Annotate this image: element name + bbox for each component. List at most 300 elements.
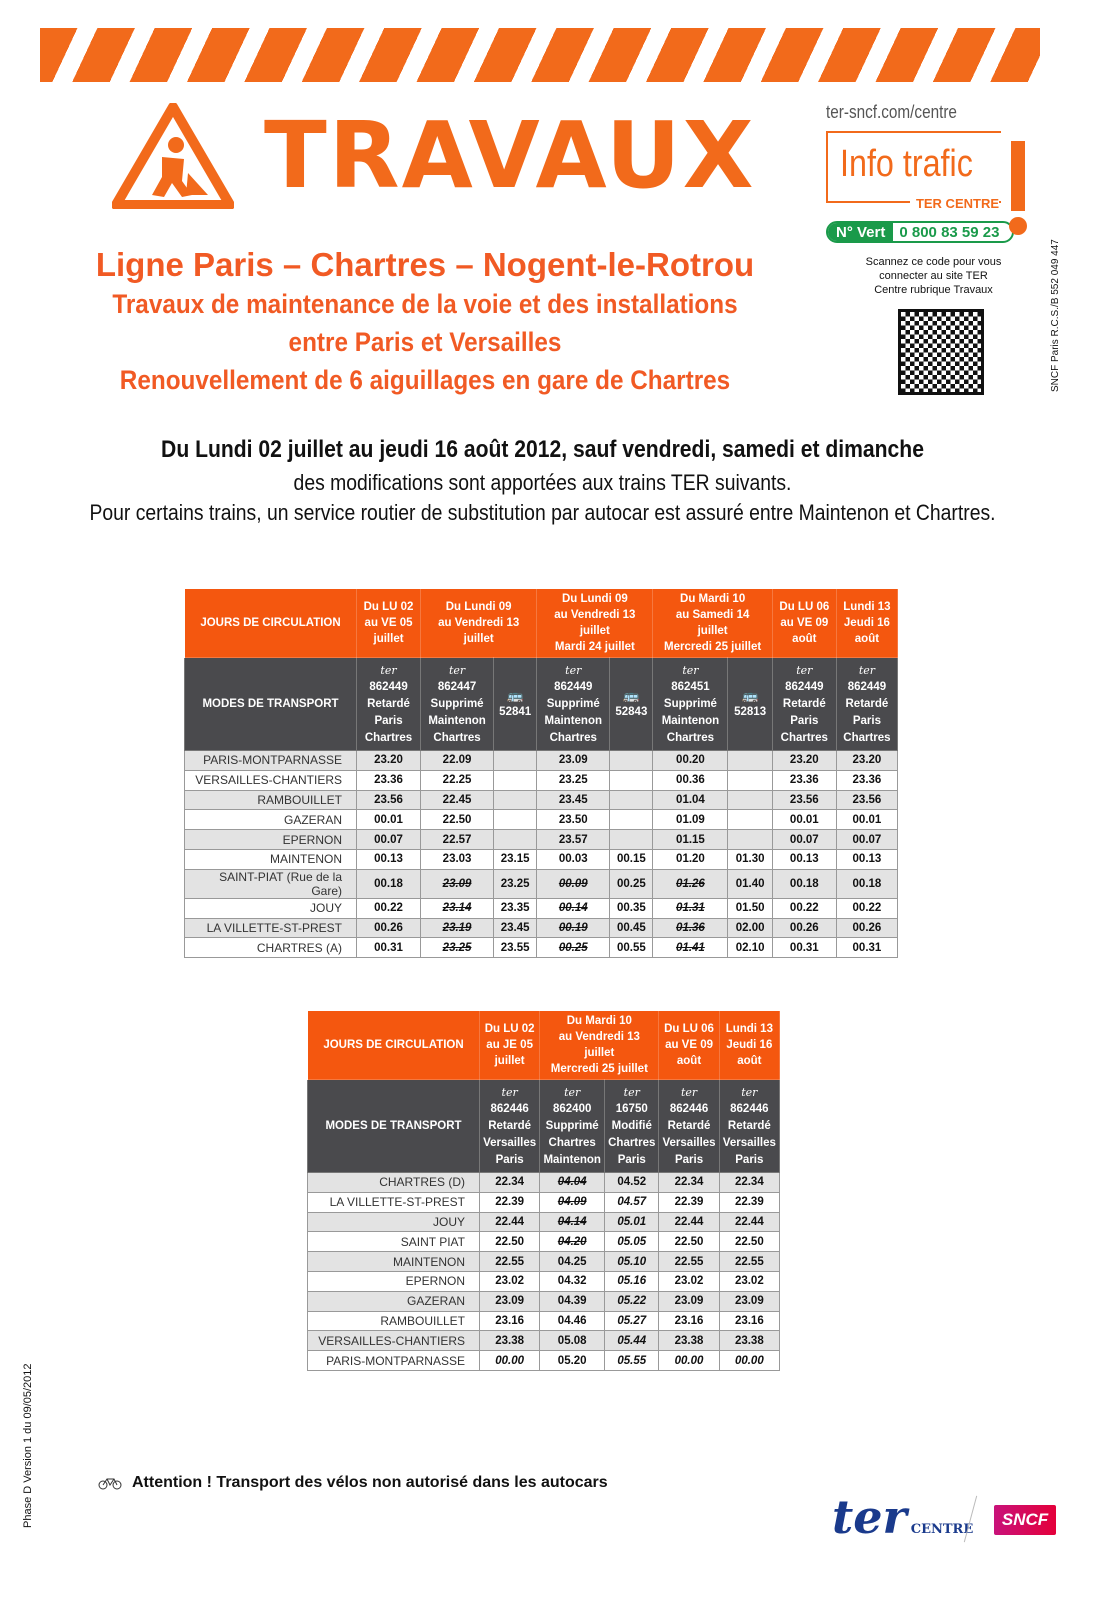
table-row	[308, 1192, 780, 1212]
train-info: Paris	[374, 714, 403, 727]
time-cell: 00.01	[772, 810, 836, 830]
time-cell	[610, 790, 653, 810]
version-info: Phase D Version 1 du 09/05/2012	[22, 1363, 34, 1528]
station-name: LA VILLETTE-ST-PREST	[185, 918, 357, 938]
time-cell: 00.31	[836, 938, 897, 958]
date-note: Pour certains trains, un service routier de substitution par autocar est assuré entre Maintenon et Chartres.	[89, 500, 996, 525]
time-cell: 01.26	[653, 869, 728, 898]
time-cell: 00.14	[537, 898, 610, 918]
time-cell: 22.25	[421, 770, 494, 790]
travaux-title: TRAVAUX	[264, 102, 756, 209]
period-header: Du LU 06 au VE 09 août	[772, 589, 836, 658]
header-modes-row	[308, 1080, 780, 1173]
time-cell: 00.22	[772, 898, 836, 918]
subtitle: Renouvellement de 6 aiguillages en gare de Chartres	[119, 365, 731, 395]
station-name: VERSAILLES-CHANTIERS	[308, 1331, 480, 1351]
bike-warning-text: Attention ! Transport des vélos non autorisé dans les autocars	[132, 1474, 608, 1491]
table-row	[308, 1232, 780, 1252]
train-info: 862446	[490, 1102, 529, 1115]
time-cell: 00.18	[836, 869, 897, 898]
train-info: Chartres	[608, 1136, 656, 1149]
time-cell	[728, 770, 772, 790]
ter-centre-label: TER CENTRE	[910, 196, 999, 211]
time-cell: 23.03	[421, 849, 494, 869]
train-info: Chartres	[780, 731, 828, 744]
time-cell: 01.50	[728, 898, 772, 918]
time-cell: 00.15	[610, 849, 653, 869]
train-info: Supprimé	[663, 697, 717, 710]
time-cell: 23.02	[719, 1271, 779, 1291]
time-cell: 00.01	[357, 810, 421, 830]
train-info: 862449	[785, 680, 824, 693]
train-info: Retardé	[845, 697, 889, 710]
table-row	[185, 849, 898, 869]
time-cell: 00.25	[537, 938, 610, 958]
modes-header: MODES DE TRANSPORT	[185, 658, 357, 751]
time-cell: 23.20	[836, 751, 897, 771]
ter-train-icon: ter	[680, 1085, 698, 1099]
time-cell: 04.20	[540, 1232, 605, 1252]
time-cell: 22.55	[659, 1252, 719, 1272]
bus-icon: 🚌	[742, 688, 759, 703]
time-cell: 23.09	[480, 1291, 540, 1311]
time-cell	[610, 751, 653, 771]
scan-line: Scannez ce code pour vous	[865, 256, 1002, 268]
time-cell: 05.27	[605, 1311, 659, 1331]
time-cell: 04.52	[605, 1173, 659, 1193]
table-row	[185, 869, 898, 898]
timetable-paris-chartres	[184, 588, 898, 958]
time-cell: 00.45	[610, 918, 653, 938]
time-cell: 23.56	[836, 790, 897, 810]
station-name: JOUY	[185, 898, 357, 918]
time-cell: 00.18	[772, 869, 836, 898]
modes-header: MODES DE TRANSPORT	[308, 1080, 480, 1173]
period-header: Lundi 13 Jeudi 16 août	[836, 589, 897, 658]
time-cell: 05.08	[540, 1331, 605, 1351]
station-name: MAINTENON	[185, 849, 357, 869]
table-row	[308, 1351, 780, 1371]
table-row	[308, 1173, 780, 1193]
train-info: Versailles	[662, 1136, 716, 1149]
time-cell: 00.22	[836, 898, 897, 918]
station-name: RAMBOUILLET	[185, 790, 357, 810]
days-header: JOURS DE CIRCULATION	[308, 1011, 480, 1080]
period-header: Du Lundi 09 au Vendredi 13 juillet	[421, 589, 537, 658]
bus-icon: 🚌	[623, 688, 640, 703]
time-cell: 00.19	[537, 918, 610, 938]
time-cell: 05.16	[605, 1271, 659, 1291]
train-info: Supprimé	[546, 697, 600, 710]
period-header: Du Mardi 10 au Vendredi 13 juillet Mercredi 25 juillet	[540, 1011, 659, 1080]
warning-stripes	[40, 28, 1040, 82]
time-cell: 22.50	[719, 1232, 779, 1252]
timetable-chartres-paris	[307, 1010, 780, 1371]
time-cell: 22.57	[421, 830, 494, 850]
time-cell: 23.38	[719, 1331, 779, 1351]
time-cell: 22.39	[659, 1192, 719, 1212]
station-name: RAMBOUILLET	[308, 1311, 480, 1331]
ter-train-icon: ter	[682, 663, 699, 677]
roadworks-warning-icon	[112, 103, 234, 209]
train-info: 862446	[669, 1102, 709, 1115]
train-mode-cell	[653, 658, 728, 751]
time-cell: 23.25	[494, 869, 537, 898]
exclamation-icon	[1011, 141, 1025, 211]
train-info: Chartres	[843, 731, 891, 744]
scan-line: connecter au site TER	[879, 270, 988, 282]
time-cell: 23.36	[357, 770, 421, 790]
time-cell: 23.45	[537, 790, 610, 810]
time-cell: 00.00	[659, 1351, 719, 1371]
subtitle: entre Paris et Versailles	[288, 327, 562, 357]
time-cell	[494, 790, 537, 810]
train-info: Chartres	[364, 731, 413, 744]
time-cell: 00.13	[772, 849, 836, 869]
ter-centre-logo	[832, 1490, 973, 1544]
train-mode-cell	[605, 1080, 659, 1173]
time-cell: 00.07	[772, 830, 836, 850]
station-name: VERSAILLES-CHANTIERS	[185, 770, 357, 790]
train-info: Maintenon	[661, 714, 720, 727]
time-cell: 23.20	[357, 751, 421, 771]
train-info: 862449	[369, 680, 408, 693]
info-trafic-title: Info trafic	[840, 143, 973, 185]
time-cell: 02.00	[728, 918, 772, 938]
header-days-row	[185, 589, 898, 658]
station-name: SAINT-PIAT (Rue de la Gare)	[185, 869, 357, 898]
website-url[interactable]: ter-sncf.com/centre	[826, 102, 957, 122]
train-info: 862449	[554, 680, 593, 693]
train-info: 16750	[615, 1102, 648, 1115]
train-info: Paris	[674, 1153, 704, 1166]
days-header: JOURS DE CIRCULATION	[185, 589, 357, 658]
train-mode-cell	[357, 658, 421, 751]
train-mode-cell	[540, 1080, 605, 1173]
time-cell: 00.09	[537, 869, 610, 898]
time-cell: 00.13	[836, 849, 897, 869]
station-name: LA VILLETTE-ST-PREST	[308, 1192, 480, 1212]
train-mode-cell	[537, 658, 610, 751]
ter-train-icon: ter	[380, 663, 397, 677]
ter-train-icon: ter	[858, 663, 876, 677]
scan-instructions	[826, 255, 1041, 297]
time-cell	[728, 751, 772, 771]
time-cell: 22.50	[421, 810, 494, 830]
time-cell: 05.44	[605, 1331, 659, 1351]
bicycle-icon	[98, 1476, 122, 1490]
train-info: Supprimé	[545, 1119, 599, 1132]
train-mode-cell	[719, 1080, 779, 1173]
time-cell: 22.50	[659, 1232, 719, 1252]
train-mode-cell	[728, 658, 772, 751]
ter-logo-text: ter	[832, 1490, 907, 1544]
time-cell: 22.44	[719, 1212, 779, 1232]
sncf-logo: SNCF	[994, 1505, 1056, 1535]
train-info: 862449	[847, 680, 887, 693]
time-cell: 00.13	[357, 849, 421, 869]
time-cell: 23.16	[480, 1311, 540, 1331]
time-cell	[610, 830, 653, 850]
station-name: CHARTRES (D)	[308, 1173, 480, 1193]
time-cell: 23.56	[772, 790, 836, 810]
time-cell: 00.26	[357, 918, 421, 938]
station-name: PARIS-MONTPARNASSE	[308, 1351, 480, 1371]
train-info: Maintenon	[428, 714, 486, 727]
time-cell: 04.46	[540, 1311, 605, 1331]
time-cell: 23.19	[421, 918, 494, 938]
ter-train-icon: ter	[623, 1085, 640, 1099]
station-name: GAZERAN	[308, 1291, 480, 1311]
time-cell: 01.41	[653, 938, 728, 958]
train-info: Retardé	[488, 1119, 532, 1132]
train-info: 52841	[499, 706, 532, 718]
travaux-logo	[112, 102, 756, 209]
time-cell: 22.34	[719, 1173, 779, 1193]
header-modes-row	[185, 658, 898, 751]
time-cell: 22.44	[659, 1212, 719, 1232]
time-cell	[728, 810, 772, 830]
train-info: 52843	[615, 706, 648, 718]
time-cell: 23.36	[836, 770, 897, 790]
time-cell: 00.00	[480, 1351, 540, 1371]
time-cell: 00.01	[836, 810, 897, 830]
train-info: Paris	[852, 714, 881, 727]
train-mode-cell	[421, 658, 494, 751]
train-info: Paris	[495, 1153, 524, 1166]
table-row	[185, 810, 898, 830]
time-cell: 23.16	[719, 1311, 779, 1331]
time-cell: 22.55	[719, 1252, 779, 1272]
ter-train-icon: ter	[501, 1085, 518, 1099]
time-cell: 22.44	[480, 1212, 540, 1232]
time-cell: 05.05	[605, 1232, 659, 1252]
train-info: Retardé	[782, 697, 826, 710]
train-info: Versailles	[722, 1136, 776, 1149]
train-info: Retardé	[367, 697, 410, 710]
time-cell: 00.31	[357, 938, 421, 958]
train-info: Paris	[790, 714, 819, 727]
time-cell: 22.09	[421, 751, 494, 771]
period-header: Du Mardi 10 au Samedi 14 juillet Mercredi 25 juillet	[653, 589, 772, 658]
time-cell: 00.35	[610, 898, 653, 918]
time-cell: 01.20	[653, 849, 728, 869]
period-header: Lundi 13 Jeudi 16 août	[719, 1011, 779, 1080]
train-mode-cell	[494, 658, 537, 751]
station-name: MAINTENON	[308, 1252, 480, 1272]
time-cell: 22.39	[719, 1192, 779, 1212]
time-cell: 23.16	[659, 1311, 719, 1331]
train-info: Supprimé	[430, 697, 484, 710]
time-cell: 23.56	[357, 790, 421, 810]
train-info: 862446	[730, 1102, 769, 1115]
time-cell: 23.45	[494, 918, 537, 938]
time-cell: 01.30	[728, 849, 772, 869]
station-name: EPERNON	[308, 1271, 480, 1291]
table-row	[308, 1331, 780, 1351]
numero-vert-phone: 0 800 83 59 23	[899, 223, 1000, 241]
train-info: 52813	[734, 706, 767, 718]
period-header: Du LU 02 au VE 05 juillet	[357, 589, 421, 658]
time-cell	[494, 830, 537, 850]
time-cell: 00.03	[537, 849, 610, 869]
exclamation-dot	[1009, 217, 1027, 235]
time-cell: 23.38	[659, 1331, 719, 1351]
station-name: PARIS-MONTPARNASSE	[185, 751, 357, 771]
table-row	[185, 830, 898, 850]
time-cell	[610, 770, 653, 790]
time-cell: 23.25	[421, 938, 494, 958]
header-days-row	[308, 1011, 780, 1080]
period-header: Du LU 06 au VE 09 août	[659, 1011, 719, 1080]
table-row	[185, 770, 898, 790]
time-cell: 23.09	[659, 1291, 719, 1311]
time-cell: 04.14	[540, 1212, 605, 1232]
train-info: Chartres	[666, 731, 715, 744]
time-cell: 22.34	[480, 1173, 540, 1193]
time-cell: 05.55	[605, 1351, 659, 1371]
time-cell: 01.04	[653, 790, 728, 810]
table-row	[308, 1212, 780, 1232]
time-cell: 01.31	[653, 898, 728, 918]
period-header: Du LU 02 au JE 05 juillet	[480, 1011, 540, 1080]
station-name: GAZERAN	[185, 810, 357, 830]
time-cell: 05.10	[605, 1252, 659, 1272]
time-cell	[494, 770, 537, 790]
time-cell: 05.01	[605, 1212, 659, 1232]
time-cell: 04.25	[540, 1252, 605, 1272]
ter-region-text: CENTRE	[910, 1522, 974, 1537]
train-info: Retardé	[667, 1119, 711, 1132]
ter-train-icon: ter	[565, 663, 582, 677]
train-info: Chartres	[549, 731, 597, 744]
time-cell: 22.34	[659, 1173, 719, 1193]
scan-line: Centre rubrique Travaux	[874, 284, 993, 296]
period-header: Du Lundi 09 au Vendredi 13 juillet Mardi 24 juillet	[537, 589, 653, 658]
station-name: JOUY	[308, 1212, 480, 1232]
time-cell: 05.20	[540, 1351, 605, 1371]
time-cell: 23.25	[537, 770, 610, 790]
time-cell: 00.22	[357, 898, 421, 918]
time-cell	[494, 810, 537, 830]
time-cell: 23.02	[659, 1271, 719, 1291]
train-mode-cell	[480, 1080, 540, 1173]
time-cell: 23.14	[421, 898, 494, 918]
bike-warning	[98, 1474, 608, 1492]
train-info: Chartres	[548, 1136, 596, 1149]
train-info: 862447	[437, 680, 477, 693]
time-cell: 23.57	[537, 830, 610, 850]
train-info: Paris	[617, 1153, 646, 1166]
time-cell: 00.31	[772, 938, 836, 958]
time-cell: 23.55	[494, 938, 537, 958]
station-name: CHARTRES (A)	[185, 938, 357, 958]
time-cell: 00.20	[653, 751, 728, 771]
qr-code[interactable]	[898, 309, 984, 395]
train-mode-cell	[659, 1080, 719, 1173]
table-row	[308, 1252, 780, 1272]
time-cell: 23.20	[772, 751, 836, 771]
numero-vert-label: N° Vert	[828, 223, 893, 241]
ter-train-icon: ter	[564, 1085, 581, 1099]
table-row	[185, 918, 898, 938]
time-cell: 01.15	[653, 830, 728, 850]
time-cell: 00.26	[836, 918, 897, 938]
ter-train-icon: ter	[796, 663, 813, 677]
train-info: Maintenon	[544, 714, 603, 727]
date-range: Du Lundi 02 juillet au jeudi 16 août 2012, sauf vendredi, samedi et dimanche	[161, 436, 924, 463]
time-cell: 04.04	[540, 1173, 605, 1193]
time-cell: 23.09	[421, 869, 494, 898]
train-mode-cell	[772, 658, 836, 751]
time-cell: 00.00	[719, 1351, 779, 1371]
train-info: 862400	[553, 1102, 592, 1115]
time-cell	[728, 830, 772, 850]
time-cell: 02.10	[728, 938, 772, 958]
train-info: Chartres	[433, 731, 481, 744]
time-cell: 00.26	[772, 918, 836, 938]
train-info: Paris	[735, 1153, 764, 1166]
time-cell: 00.36	[653, 770, 728, 790]
time-cell: 22.45	[421, 790, 494, 810]
train-info: Modifié	[611, 1119, 652, 1132]
train-info: Retardé	[727, 1119, 771, 1132]
train-info: 862451	[671, 680, 710, 693]
time-cell: 01.40	[728, 869, 772, 898]
table-row	[308, 1291, 780, 1311]
train-info: Maintenon	[543, 1153, 601, 1166]
time-cell: 00.25	[610, 869, 653, 898]
time-cell: 01.09	[653, 810, 728, 830]
train-info: Versailles	[483, 1136, 537, 1149]
info-trafic-logo	[826, 131, 1001, 211]
time-cell: 22.55	[480, 1252, 540, 1272]
date-sub: des modifications sont apportées aux trains TER suivants.	[293, 470, 792, 495]
time-cell: 23.35	[494, 898, 537, 918]
train-mode-cell	[610, 658, 653, 751]
time-cell	[494, 751, 537, 771]
time-cell: 00.55	[610, 938, 653, 958]
time-cell: 23.02	[480, 1271, 540, 1291]
time-cell: 04.39	[540, 1291, 605, 1311]
time-cell: 04.32	[540, 1271, 605, 1291]
time-cell: 23.09	[537, 751, 610, 771]
table-row	[185, 790, 898, 810]
time-cell: 00.07	[836, 830, 897, 850]
train-mode-cell	[836, 658, 897, 751]
station-name: EPERNON	[185, 830, 357, 850]
time-cell: 05.22	[605, 1291, 659, 1311]
time-cell: 23.09	[719, 1291, 779, 1311]
date-info	[0, 436, 1085, 526]
time-cell	[610, 810, 653, 830]
ter-train-icon: ter	[741, 1085, 758, 1099]
table-row	[185, 751, 898, 771]
time-cell: 22.39	[480, 1192, 540, 1212]
station-name: SAINT PIAT	[308, 1232, 480, 1252]
time-cell: 04.09	[540, 1192, 605, 1212]
time-cell: 04.57	[605, 1192, 659, 1212]
time-cell	[728, 790, 772, 810]
line-title: Ligne Paris – Chartres – Nogent-le-Rotrou	[95, 246, 755, 283]
time-cell: 23.36	[772, 770, 836, 790]
table-row	[308, 1271, 780, 1291]
bus-icon: 🚌	[507, 688, 524, 703]
table-row	[185, 938, 898, 958]
ter-train-icon: ter	[448, 663, 466, 677]
time-cell: 23.15	[494, 849, 537, 869]
info-trafic-panel	[826, 102, 1026, 395]
